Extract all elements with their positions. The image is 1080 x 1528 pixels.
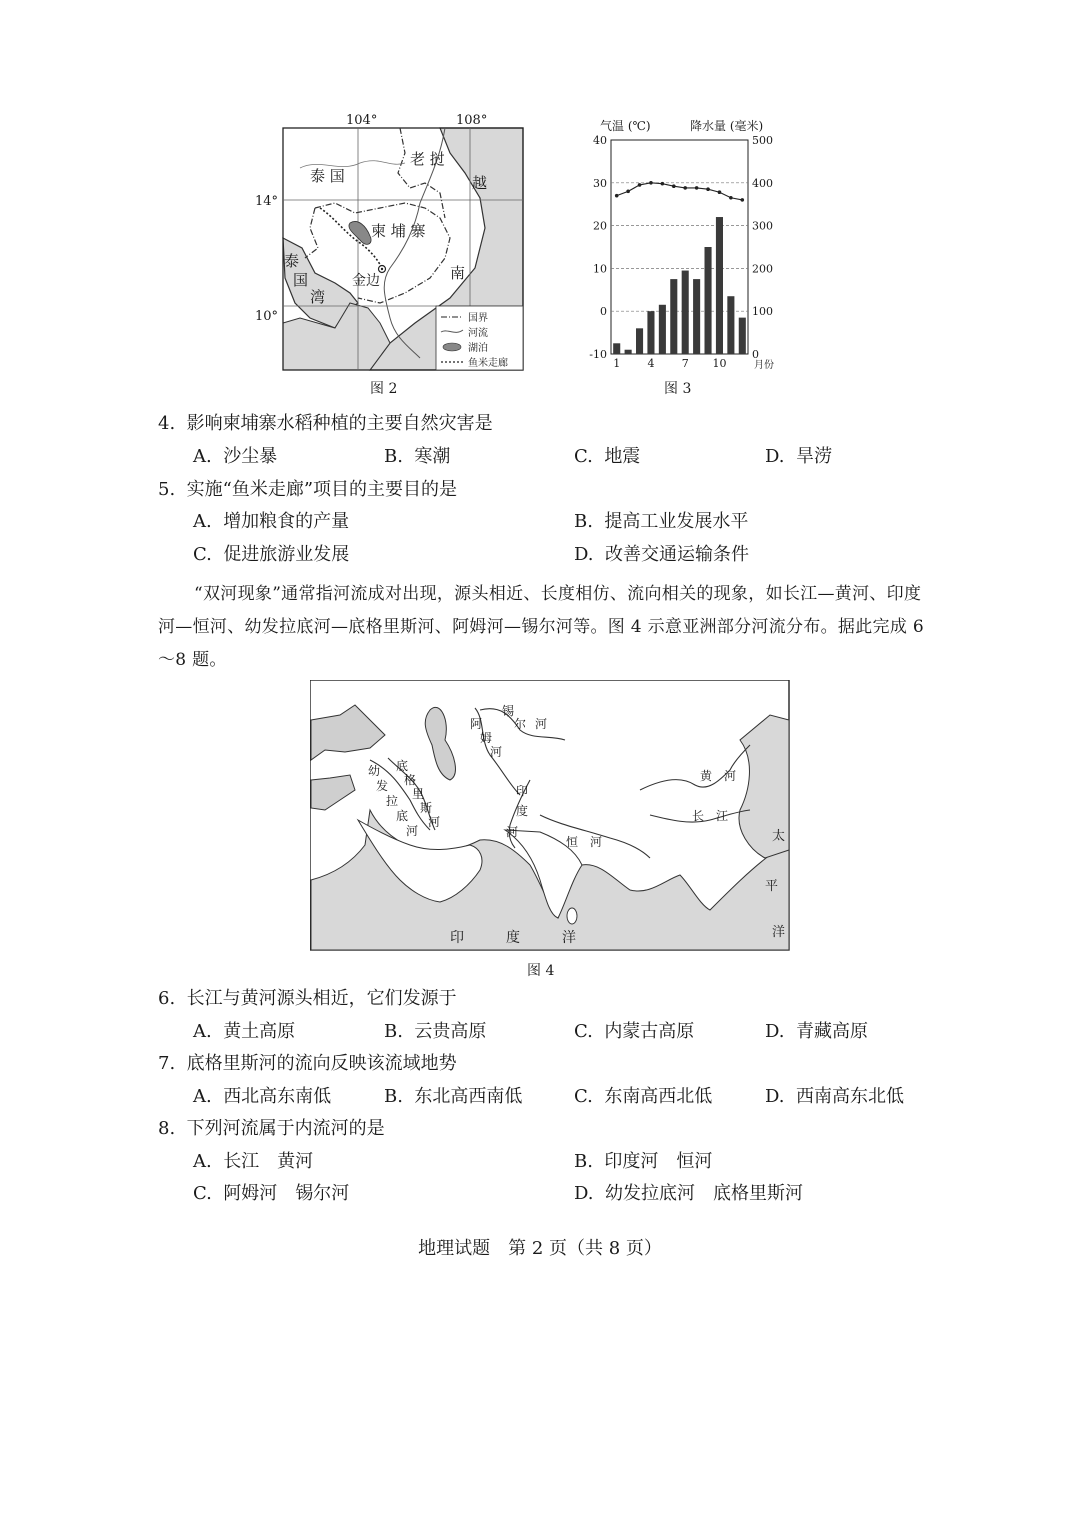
right-tick-label: 100 xyxy=(752,305,773,319)
euphrates-label-5: 河 xyxy=(406,824,419,838)
temperature-point xyxy=(615,194,619,198)
question-5 xyxy=(158,478,457,502)
temperature-point xyxy=(661,182,665,186)
legend-lake-label: 湖泊 xyxy=(468,343,488,354)
figure-2-caption: 图 2 xyxy=(370,381,398,397)
right-tick-label: 500 xyxy=(752,134,773,147)
passage-text: “双河现象”通常指河流成对出现，源头相近、长度相仿、流向相关的现象，如长江—黄河、印度河—恒河、幼发拉底河—底格里斯河、阿姆河—锡尔河等。图 4 示意亚洲部分河流分布。据此完成 6～8 题。 xyxy=(158,584,924,670)
q6-option-d[interactable]: D. 青藏高原 xyxy=(765,1021,868,1042)
left-tick-label: 30 xyxy=(593,176,607,190)
climate-chart-svg xyxy=(580,112,790,374)
precip-bar xyxy=(659,305,666,354)
question-5-stem: 实施“鱼米走廊”项目的主要目的是 xyxy=(186,479,458,500)
precip-bar xyxy=(739,318,746,354)
gulf-label-2: 国 xyxy=(293,271,309,289)
page-footer: 地理试题 第 2 页（共 8 页） xyxy=(418,1238,662,1259)
temperature-line xyxy=(617,183,743,200)
x-tick-label: 10 xyxy=(712,357,727,370)
phnom-penh-dot xyxy=(381,268,383,270)
question-8-number: 8. xyxy=(158,1118,176,1139)
amu-label-3: 河 xyxy=(490,745,503,759)
indus-label-2: 度 xyxy=(516,804,529,818)
q7-option-d[interactable]: D. 西南高东北低 xyxy=(765,1086,904,1107)
q6-option-a[interactable]: A. 黄土高原 xyxy=(193,1021,296,1042)
figure-3-chart xyxy=(580,112,790,374)
gulf-label-1: 泰 xyxy=(284,252,300,270)
precip-bar xyxy=(613,343,620,354)
x-unit-label: 月份 xyxy=(754,360,774,371)
question-7-stem: 底格里斯河的流向反映该流域地势 xyxy=(186,1053,457,1074)
q4-option-b[interactable]: B. 寒潮 xyxy=(384,446,451,467)
thailand-label: 泰 国 xyxy=(310,167,345,185)
q4-option-c[interactable]: C. 地震 xyxy=(574,446,641,467)
pacific-label-2: 平 xyxy=(765,879,779,894)
temperature-point xyxy=(626,190,630,194)
thai-border xyxy=(305,208,318,258)
precip-bar xyxy=(716,217,723,354)
precip-bar xyxy=(670,279,677,354)
right-tick-label: 0 xyxy=(752,348,759,361)
indus-label-1: 印 xyxy=(516,784,529,798)
syr-label-3: 河 xyxy=(535,717,548,731)
question-7 xyxy=(158,1052,457,1076)
question-7-number: 7. xyxy=(158,1053,176,1074)
question-8 xyxy=(158,1117,385,1141)
amu-label-2: 姆 xyxy=(480,731,493,745)
temperature-point xyxy=(649,181,653,185)
figure-4-caption: 图 4 xyxy=(527,963,555,979)
amu-label-1: 阿 xyxy=(470,717,483,731)
figure-4-map xyxy=(310,680,790,952)
question-8-stem: 下列河流属于内流河的是 xyxy=(186,1118,385,1139)
temperature-point xyxy=(638,183,642,187)
temperature-point xyxy=(729,196,733,200)
q7-option-b[interactable]: B. 东北高西南低 xyxy=(384,1086,523,1107)
yellow-river-label: 黄 河 xyxy=(700,769,737,783)
laos-label: 老 挝 xyxy=(410,150,445,168)
tonle-sap-lake xyxy=(349,221,371,244)
precip-bar xyxy=(625,350,632,354)
q5-option-b[interactable]: B. 提高工业发展水平 xyxy=(574,511,749,532)
cambodia-map-svg xyxy=(240,108,540,378)
temperature-point xyxy=(683,186,687,190)
indus-label-3: 河 xyxy=(506,825,519,839)
asia-rivers-svg xyxy=(310,680,790,952)
question-4-stem: 影响柬埔寨水稻种植的主要自然灾害是 xyxy=(186,413,493,434)
q4-option-d[interactable]: D. 旱涝 xyxy=(765,446,832,467)
syr-label-2: 尔 xyxy=(514,717,527,731)
legend-lake-symbol xyxy=(443,343,461,351)
tigris-label-2: 格 xyxy=(404,773,417,787)
temperature-point xyxy=(740,198,744,202)
lat-14-label: 14° xyxy=(255,194,279,209)
right-tick-label: 300 xyxy=(752,219,773,233)
tigris-label-4: 斯 xyxy=(420,801,433,815)
q6-option-b[interactable]: B. 云贵高原 xyxy=(384,1021,487,1042)
right-tick-label: 400 xyxy=(752,176,773,190)
q5-option-a[interactable]: A. 增加粮食的产量 xyxy=(193,511,350,532)
question-6-stem: 长江与黄河源头相近，它们发源于 xyxy=(186,988,457,1009)
temperature-point xyxy=(695,186,699,190)
laos-border xyxy=(398,128,445,218)
pacific-label-1: 太 xyxy=(772,829,786,844)
lon-108-label: 108° xyxy=(456,113,488,128)
q7-option-a[interactable]: A. 西北高东南低 xyxy=(193,1086,332,1107)
figure-2-map xyxy=(240,108,540,378)
left-tick-label: 40 xyxy=(593,134,607,147)
legend-river-label: 河流 xyxy=(468,328,488,339)
pacific-label-3: 洋 xyxy=(772,925,786,940)
euphrates-label-3: 拉 xyxy=(386,794,399,808)
q8-option-c[interactable]: C. 阿姆河 锡尔河 xyxy=(193,1183,350,1204)
lat-10-label: 10° xyxy=(255,309,279,324)
precip-bar xyxy=(636,328,643,354)
syr-label-1: 锡 xyxy=(502,704,515,718)
x-tick-label: 1 xyxy=(613,357,621,370)
precip-bar xyxy=(693,279,700,354)
precip-bar xyxy=(682,271,689,354)
gulf-label-3: 湾 xyxy=(310,288,326,306)
ganges-label: 恒 河 xyxy=(566,835,603,849)
q8-option-a[interactable]: A. 长江 黄河 xyxy=(193,1151,314,1172)
vietnam-label-2: 南 xyxy=(450,264,466,282)
figure-3-caption: 图 3 xyxy=(664,381,692,397)
temperature-point xyxy=(672,184,676,188)
x-tick-label: 7 xyxy=(681,357,689,370)
temperature-point xyxy=(718,190,722,194)
tigris-label-3: 里 xyxy=(412,787,425,801)
q5-option-d[interactable]: D. 改善交通运输条件 xyxy=(574,544,749,565)
q6-option-c[interactable]: C. 内蒙古高原 xyxy=(574,1021,695,1042)
right-axis-title: 降水量 (毫米) xyxy=(690,119,764,133)
question-6-number: 6. xyxy=(158,988,176,1009)
left-tick-label: -10 xyxy=(589,348,607,361)
q8-option-d[interactable]: D. 幼发拉底河 底格里斯河 xyxy=(574,1183,803,1204)
question-6 xyxy=(158,987,457,1011)
question-4-number: 4. xyxy=(158,413,176,434)
precip-bar xyxy=(727,296,734,354)
question-5-number: 5. xyxy=(158,479,176,500)
x-tick-label: 4 xyxy=(647,357,655,370)
q7-option-c[interactable]: C. 东南高西北低 xyxy=(574,1086,713,1107)
indian-ocean-label: 印 度 洋 xyxy=(450,930,576,946)
temperature-point xyxy=(706,187,710,191)
sri-lanka xyxy=(567,908,577,924)
euphrates-label-4: 底 xyxy=(396,809,409,823)
phnom-penh-label: 金边 xyxy=(352,273,380,289)
lon-104-label: 104° xyxy=(346,113,378,128)
question-4 xyxy=(158,412,493,436)
precip-bar xyxy=(705,247,712,354)
legend-border-label: 国界 xyxy=(468,313,488,324)
left-tick-label: 20 xyxy=(593,219,607,233)
right-tick-label: 200 xyxy=(752,262,773,276)
euphrates-label-2: 发 xyxy=(376,779,389,793)
vietnam-label-1: 越 xyxy=(472,174,488,192)
q4-option-a[interactable]: A. 沙尘暴 xyxy=(193,446,278,467)
precip-bar xyxy=(647,311,654,354)
cambodia-label: 柬 埔 寨 xyxy=(371,222,426,240)
yangtze-label: 长 江 xyxy=(692,809,729,823)
tigris-label-1: 底 xyxy=(396,759,409,773)
legend-corridor-label: 鱼米走廊 xyxy=(468,358,508,369)
left-tick-label: 0 xyxy=(600,305,607,319)
euphrates-label-1: 幼 xyxy=(368,764,381,778)
left-tick-label: 10 xyxy=(593,262,607,276)
q8-option-b[interactable]: B. 印度河 恒河 xyxy=(574,1151,713,1172)
q5-option-c[interactable]: C. 促进旅游业发展 xyxy=(193,544,350,565)
tigris-label-5: 河 xyxy=(428,815,441,829)
left-axis-title: 气温 (℃) xyxy=(600,119,651,133)
